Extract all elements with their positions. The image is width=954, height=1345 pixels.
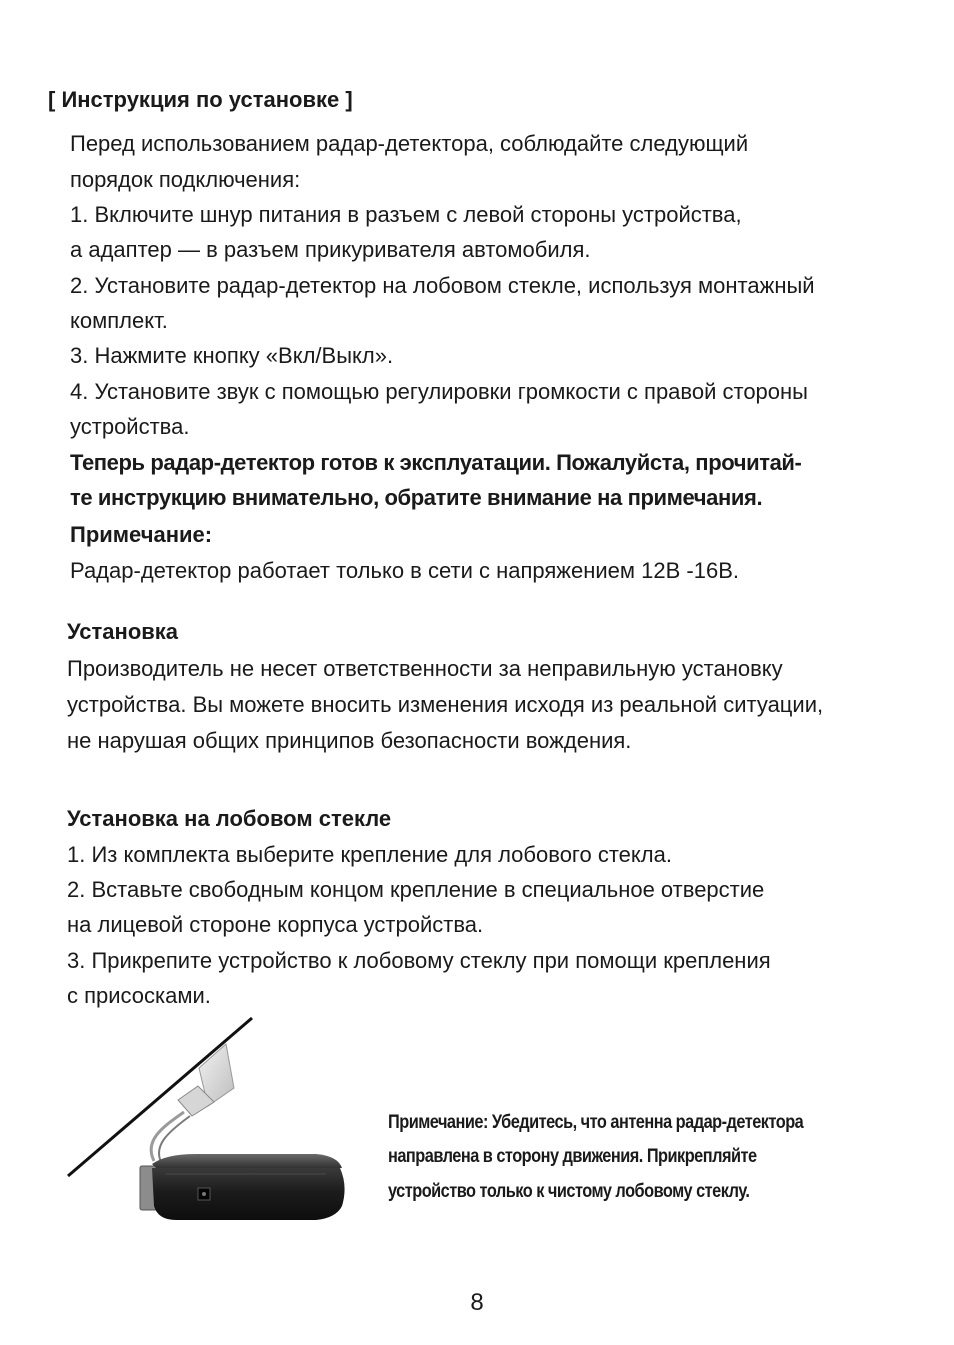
mount-bracket (151, 1112, 184, 1161)
installation-line-2: устройства. Вы можете вносить изменения исходя из реальной ситуации, (67, 692, 824, 717)
note-text: Радар-детектор работает только в сети с напряжением 12В -16В. (70, 558, 739, 583)
device-top (152, 1154, 342, 1170)
windshield-line-1: 1. Из комплекта выберите крепление для лобового стекла. (67, 842, 672, 867)
windshield-line-2: 2. Вставьте свободным концом крепление в специальное отверстие (67, 877, 765, 902)
installation-title: Установка (67, 619, 179, 644)
intro-line-7: 3. Нажмите кнопку «Вкл/Выкл». (70, 343, 394, 368)
ready-text-line-2: те инструкцию внимательно, обратите внимание на примечания. (70, 485, 763, 510)
intro-line-5: 2. Установите радар-детектор на лобовом стекле, используя монтажный (70, 273, 815, 298)
ready-text-line-1: Теперь радар-детектор готов к эксплуатации. Пожалуйста, прочитай- (70, 450, 802, 475)
windshield-line-3: на лицевой стороне корпуса устройства. (67, 912, 484, 937)
intro-line-8: 4. Установите звук с помощью регулировки громкости с правой стороны (70, 379, 808, 404)
intro-line-6: комплект. (70, 308, 168, 333)
note-title: Примечание: (70, 522, 213, 547)
windshield-title: Установка на лобовом стекле (67, 806, 392, 831)
installation-line-1: Производитель не несет ответственности за неправильную установку (67, 656, 783, 681)
intro-line-4: а адаптер — в разъем прикуривателя автомобиля. (70, 237, 591, 262)
intro-line-2: порядок подключения: (70, 167, 301, 192)
windshield-line-5: с присосками. (67, 983, 211, 1008)
intro-line-9: устройства. (70, 414, 190, 439)
side-note-line-2: направлена в сторону движения. Прикрепляйте (388, 1146, 757, 1167)
device-body (152, 1168, 345, 1220)
side-note-line-1: Примечание: Убедитесь, что антенна радар-детектора (388, 1112, 804, 1133)
page-number: 8 (470, 1289, 484, 1316)
radar-detector-windshield-illustration (66, 1016, 356, 1226)
intro-line-1: Перед использованием радар-детектора, соблюдайте следующий (70, 131, 749, 156)
installation-line-3: не нарушая общих принципов безопасности вождения. (67, 728, 632, 753)
section-title: [ Инструкция по установке ] (48, 87, 353, 112)
intro-line-3: 1. Включите шнур питания в разъем с левой стороны устройства, (70, 202, 742, 227)
side-note-line-3: устройство только к чистому лобовому стеклу. (388, 1181, 750, 1202)
windshield-line-4: 3. Прикрепите устройство к лобовому стеклу при помощи крепления (67, 948, 771, 973)
